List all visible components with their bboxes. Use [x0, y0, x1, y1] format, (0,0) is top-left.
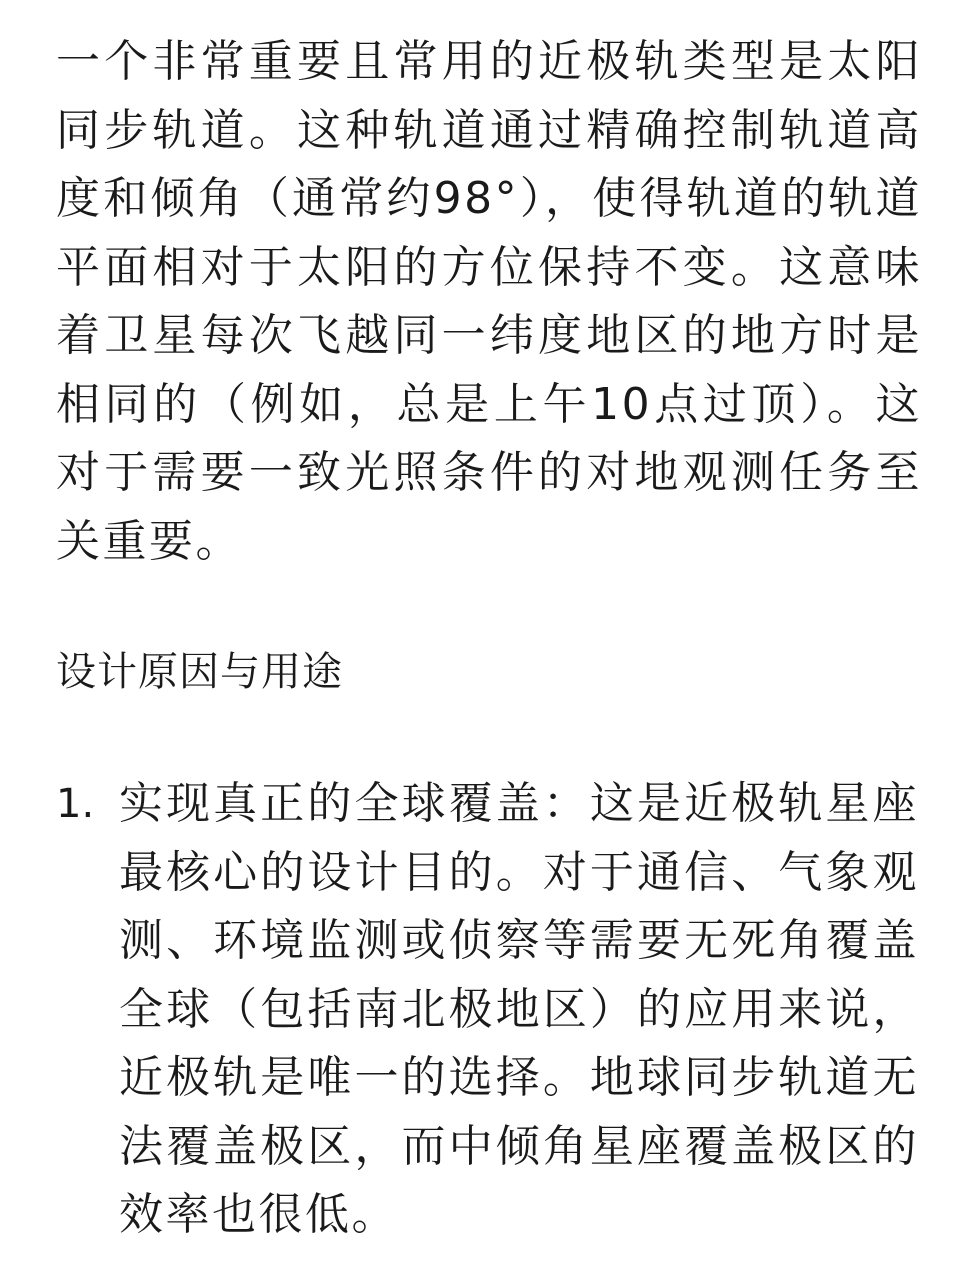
reasons-list: [56, 770, 922, 1250]
list-item-text: 实现真正的全球覆盖：这是近极轨星座最核心的设计目的。对于通信、气象观测、环境监测或侦察等需要无死角覆盖全球（包括南北极地区）的应用来说，近极轨是唯一的选择。地球同步轨道无法覆盖极区，而中倾角星座覆盖极区的效率也很低。: [119, 778, 919, 1240]
list-item-number: 1.: [56, 781, 95, 827]
section-heading: 设计原因与用途: [56, 649, 343, 695]
intro-paragraph: 一个非常重要且常用的近极轨类型是太阳同步轨道。这种轨道通过精确控制轨道高度和倾角（通常约98°），使得轨道的轨道平面相对于太阳的方位保持不变。这意味着卫星每次飞越同一纬度地区的地方时是相同的（例如，总是上午10点过顶）。这对于需要一致光照条件的对地观测任务至关重要。: [56, 36, 922, 567]
list-item: [56, 770, 922, 1250]
article-body: [56, 28, 922, 1250]
